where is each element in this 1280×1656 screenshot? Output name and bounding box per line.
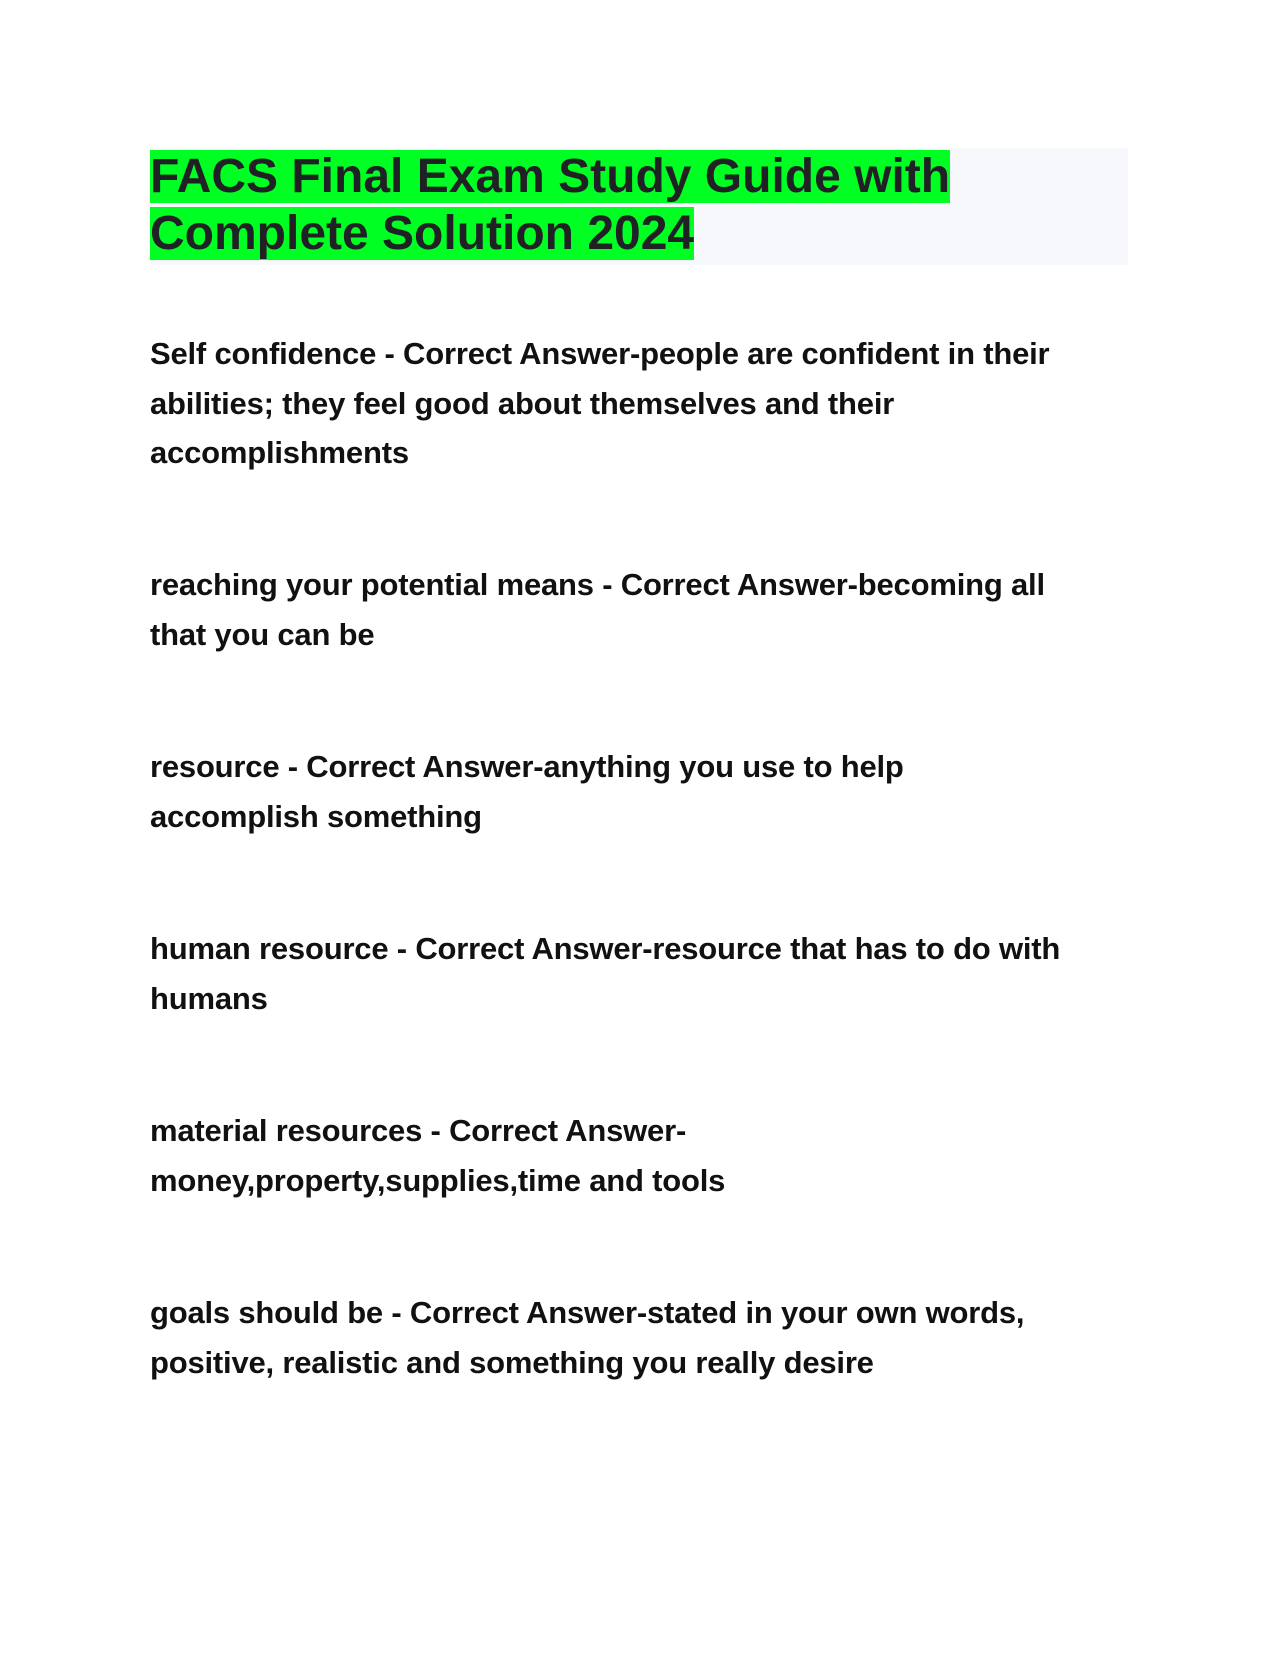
qa-entry bbox=[150, 329, 1150, 478]
qa-entry bbox=[150, 1106, 1150, 1205]
qa-entry-line: human resource - Correct Answer-resource that has to do with bbox=[150, 931, 1061, 966]
qa-entry-line: abilities; they feel good about themselves and their bbox=[150, 385, 895, 421]
qa-entry-line: resource - Correct Answer-anything you use to help bbox=[150, 749, 904, 784]
qa-entry-line: accomplish something bbox=[150, 798, 482, 834]
qa-entry-line: Self confidence - Correct Answer-people are confident in their bbox=[150, 336, 1050, 371]
page-title bbox=[150, 148, 1128, 262]
title-line: Complete Solution 2024 bbox=[150, 207, 695, 260]
qa-entry bbox=[150, 560, 1150, 659]
qa-entry-line: material resources - Correct Answer- bbox=[150, 1113, 687, 1148]
qa-entry-line: that you can be bbox=[150, 616, 375, 652]
qa-entry bbox=[150, 1288, 1150, 1387]
qa-entry-line: reaching your potential means - Correct Answer-becoming all bbox=[150, 567, 1045, 602]
qa-entry-line: money,property,supplies,time and tools bbox=[150, 1162, 726, 1198]
qa-entry-line: accomplishments bbox=[150, 435, 409, 470]
qa-entry-line: humans bbox=[150, 980, 268, 1016]
qa-entry bbox=[150, 742, 1150, 841]
qa-entry-line: goals should be - Correct Answer-stated in your own words, bbox=[150, 1295, 1025, 1330]
qa-entry-line: positive, realistic and something you really desire bbox=[150, 1344, 874, 1380]
title-line: FACS Final Exam Study Guide with bbox=[150, 150, 951, 203]
title-block bbox=[150, 148, 1128, 265]
qa-entry bbox=[150, 924, 1150, 1023]
